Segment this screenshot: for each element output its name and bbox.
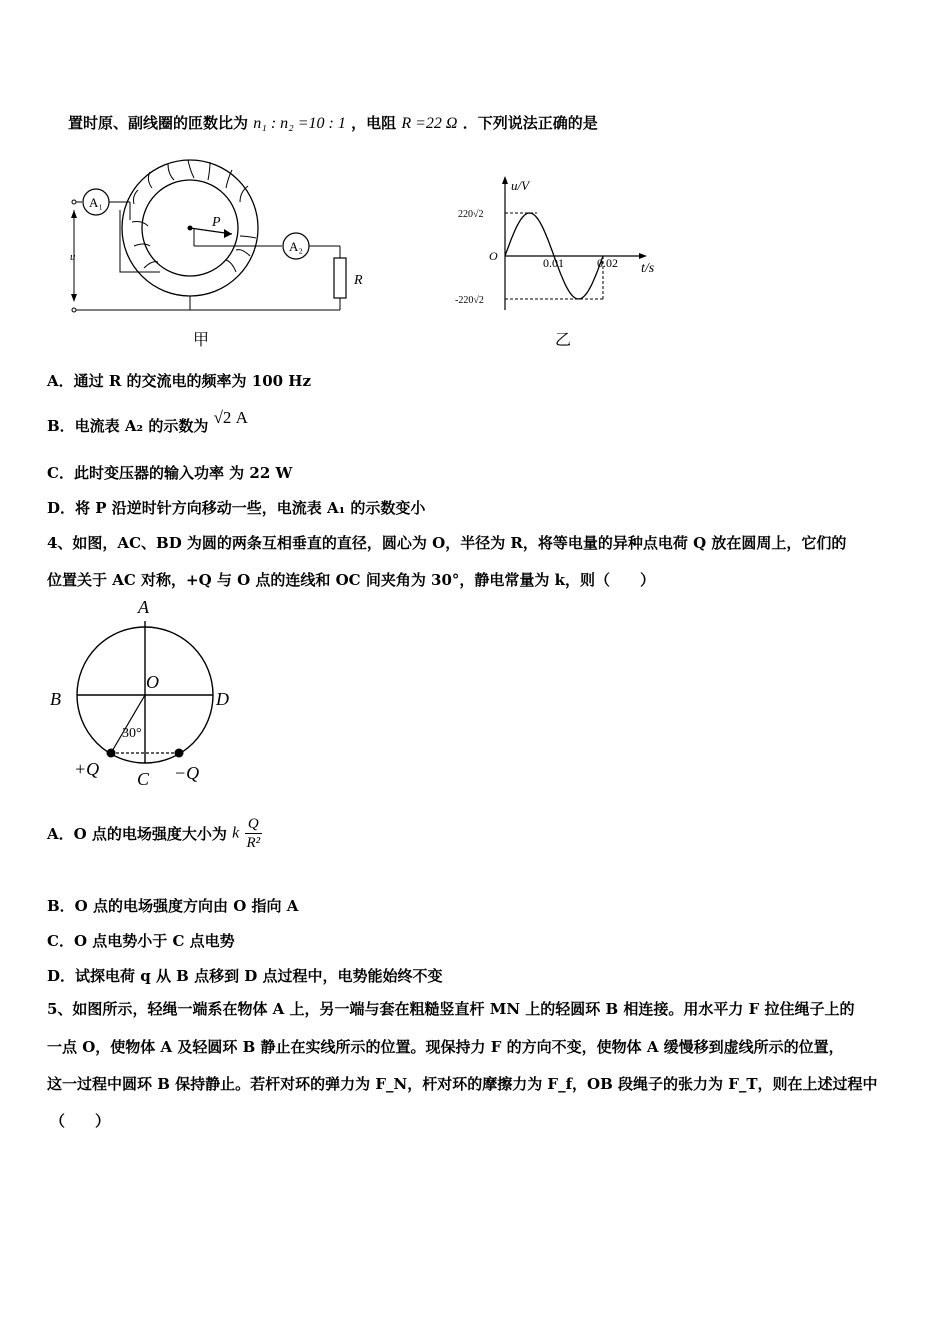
waveform-tick-002: 0.02	[597, 256, 618, 270]
q4-option-c: C．O 点电势小于 C 点电势	[47, 932, 235, 950]
point-o-label: O	[146, 672, 159, 692]
q4-option-b: B．O 点的电场强度方向由 O 指向 A	[47, 897, 299, 915]
voltage-waveform-figure	[455, 170, 670, 320]
field-fraction	[245, 815, 263, 852]
q3-option-b	[47, 408, 248, 436]
transformer-circuit-figure	[60, 150, 380, 350]
q3-intro-mid: ，电阻	[351, 114, 397, 132]
point-c-label: C	[137, 769, 150, 789]
waveform-max-label: 220√2	[458, 209, 484, 220]
q5-stem-line1: 5、如图所示，轻绳一端系在物体 A 上，另一端与套在粗糙竖直杆 MN 上的轻圆环 B 相连接。用水平力 F 拉住绳子上的	[47, 1000, 855, 1018]
q4-option-a-text: A．O 点的电场强度大小为	[47, 825, 227, 843]
q3-option-b-text: B．电流表 A₂ 的示数为	[47, 417, 209, 435]
q4-option-d: D．试探电荷 q 从 B 点移到 D 点过程中，电势能始终不变	[47, 967, 443, 985]
figure-yi-caption: 乙	[555, 330, 572, 349]
q3-option-b-value: √2 A	[213, 408, 248, 427]
point-a-label: A	[138, 597, 149, 617]
figure-jia-caption: 甲	[193, 330, 210, 349]
ammeter-a2-label: A₂	[289, 239, 303, 254]
q4-option-a	[47, 815, 262, 852]
waveform-y-axis-label: u/V	[511, 178, 530, 193]
fraction-denominator: R²	[246, 835, 261, 851]
minus-q-label: −Q	[174, 763, 200, 783]
charge-circle-figure	[42, 595, 252, 795]
ammeter-a1-label: A₁	[89, 195, 103, 210]
slider-p-label: P	[212, 215, 221, 230]
q3-option-c: C．此时变压器的输入功率 为 22 W	[47, 464, 293, 482]
q3-intro-start: 置时原、副线圈的匝数比为	[68, 114, 249, 132]
q4-stem-line2: 位置关于 AC 对称，+Q 与 O 点的连线和 OC 间夹角为 30°，静电常量为 k，则（ ）	[47, 571, 656, 589]
waveform-tick-001: 0.01	[543, 256, 564, 270]
q5-stem-line2: 一点 O，使物体 A 及轻圆环 B 静止在实线所示的位置。现保持力 F 的方向不变，使物体 A 缓慢移到虚线所示的位置，	[47, 1038, 844, 1056]
fraction-numerator: Q	[245, 815, 263, 834]
q3-option-a: A．通过 R 的交流电的频率为 100 Hz	[47, 372, 311, 390]
q3-intro	[68, 112, 598, 133]
q3-intro-end: ．下列说法正确的是	[462, 114, 598, 132]
waveform-min-label: -220√2	[455, 295, 484, 306]
q5-stem-line3: 这一过程中圆环 B 保持静止。若杆对环的弹力为 F_N，杆对环的摩擦力为 F_f，OB 段绳子的张力为 F_T，则在上述过程中	[47, 1075, 878, 1093]
input-voltage-label: u	[70, 251, 76, 263]
waveform-origin-label: O	[489, 249, 498, 263]
angle-label: 30°	[122, 726, 142, 741]
turns-ratio: n₁ : n₂ =10 : 1	[253, 115, 346, 132]
point-d-label: D	[216, 689, 229, 709]
resistance-value: R =22 Ω	[401, 115, 458, 132]
plus-q-label: +Q	[74, 759, 100, 779]
resistor-label: R	[354, 273, 363, 288]
coulomb-constant: k	[232, 824, 240, 842]
q4-stem-line1: 4、如图，AC、BD 为圆的两条互相垂直的直径，圆心为 O，半径为 R，将等电量的异种点电荷 Q 放在圆周上，它们的	[47, 534, 847, 552]
waveform-x-axis-label: t/s	[641, 261, 655, 276]
point-b-label: B	[50, 689, 61, 709]
q3-option-d: D．将 P 沿逆时针方向移动一些，电流表 A₁ 的示数变小	[47, 499, 426, 517]
q5-stem-line4: （ ）	[50, 1112, 111, 1130]
